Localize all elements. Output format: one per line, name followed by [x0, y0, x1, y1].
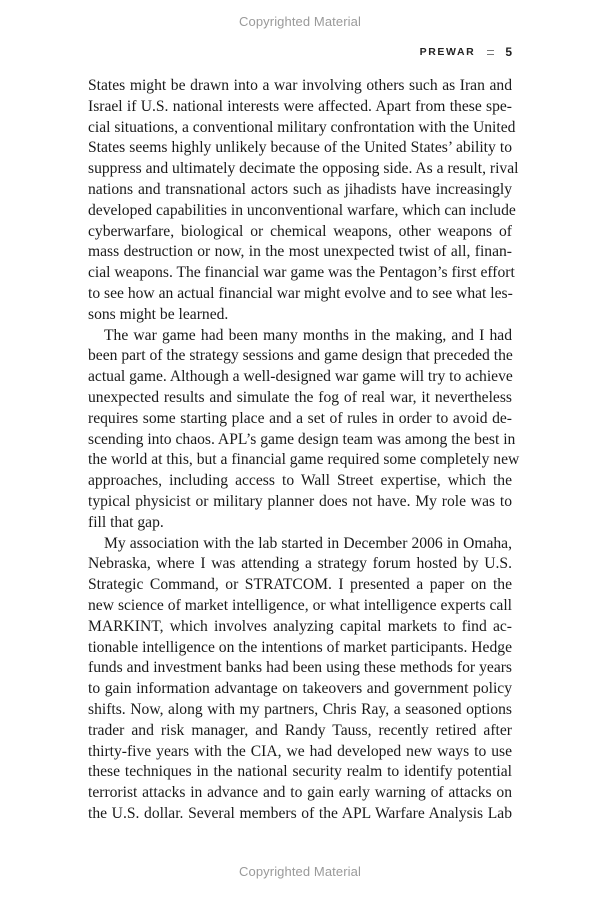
text-line: the U.S. dollar. Several members of the APL Warfare Analysis Lab	[88, 804, 512, 822]
running-head	[420, 45, 512, 59]
text-line: cyberwarfare, biological or chemical weapons, other weapons of	[88, 222, 512, 240]
text-line: terrorist attacks in advance and to gain early warning of attacks on	[88, 784, 512, 802]
text-line: new science of market intelligence, or what intelligence experts call	[88, 596, 512, 614]
text-line: requires some starting place and a set of rules in order to avoid de-	[88, 409, 512, 427]
running-head-section: PREWAR	[419, 46, 476, 58]
text-line: actual game. Although a well-designed war game will try to achieve	[88, 368, 513, 386]
text-line: approaches, including access to Wall Street expertise, which the	[88, 472, 512, 490]
text-line: nations and transnational actors such as jihadists have increasingly	[88, 180, 512, 198]
text-line: States might be drawn into a war involving others such as Iran and	[88, 77, 512, 94]
text-line: to gain information advantage on takeovers and government policy	[88, 680, 512, 698]
text-line: trader and risk manager, and Randy Tauss, recently retired after	[88, 721, 512, 739]
text-line: cial weapons. The financial war game was the Pentagon’s first effort	[88, 264, 515, 282]
text-line: the world at this, but a financial game required some completely new	[88, 451, 520, 469]
text-line: sons might be learned.	[88, 305, 229, 323]
text-line: shifts. Now, along with my partners, Chris Ray, a seasoned options	[88, 700, 512, 718]
text-line: My association with the lab started in December 2006 in Omaha,	[104, 534, 512, 552]
text-line: scending into chaos. APL’s game design team was among the best in	[88, 430, 516, 448]
text-line: thirty-five years with the CIA, we had developed new ways to use	[88, 742, 512, 760]
text-line: typical physicist or military planner does not have. My role was to	[88, 492, 512, 510]
text-line: developed capabilities in unconventional warfare, which can include	[88, 201, 516, 219]
text-line: Nebraska, where I was attending a strategy forum hosted by U.S.	[88, 555, 512, 573]
page-number: 5	[505, 45, 512, 59]
text-line: to see how an actual financial war might evolve and to see what les-	[88, 284, 513, 302]
text-line: The war game had been many months in the making, and I had	[104, 326, 512, 344]
copyright-watermark-bottom: Copyrighted Material	[239, 864, 361, 879]
text-line: tionable intelligence on the intentions of market participants. Hedge	[88, 638, 512, 656]
text-line: funds and investment banks had been using these methods for years	[88, 659, 512, 677]
text-line: Israel if U.S. national interests were affected. Apart from these spe-	[88, 97, 512, 115]
text-line: MARKINT, which involves analyzing capital markets to find ac-	[88, 617, 512, 635]
text-line: unexpected results and simulate the fog of real war, it nevertheless	[88, 388, 512, 406]
text-line: been part of the strategy sessions and game design that preceded the	[88, 347, 513, 365]
text-line: mass destruction or now, in the most unexpected twist of all, finan-	[88, 243, 512, 261]
text-line: suppress and ultimately decimate the opposing side. As a result, rival	[88, 160, 519, 178]
body-text	[88, 76, 520, 825]
copyright-watermark-top: Copyrighted Material	[239, 14, 361, 29]
text-line: States seems highly unlikely because of the United States’ ability to	[88, 139, 512, 157]
text-line: these techniques in the national security realm to identify potential	[88, 763, 512, 781]
text-line: fill that gap.	[88, 513, 164, 531]
running-head-separator-icon	[487, 50, 494, 55]
text-line: cial situations, a conventional military confrontation with the United	[88, 118, 516, 136]
text-line: Strategic Command, or STRATCOM. I presented a paper on the	[88, 576, 512, 594]
